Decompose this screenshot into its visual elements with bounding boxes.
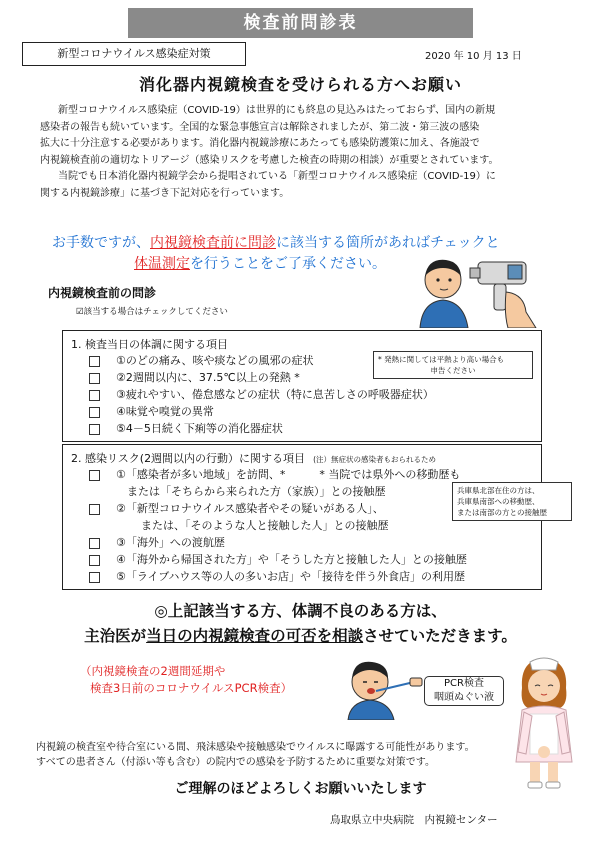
fever-note — [373, 351, 533, 379]
item-label: ④味覚や嗅覚の異常 — [116, 405, 214, 418]
checklist-item — [89, 551, 467, 567]
page-title: 検査前問診表 — [128, 8, 473, 38]
checkbox[interactable] — [89, 407, 100, 418]
check-instruction: ☑該当する場合はチェックしてください — [76, 307, 228, 317]
item-continuation: または「そちらから来られた方（家族）」との接触歴 — [127, 485, 386, 498]
conclusion-part: 主治医が — [84, 627, 147, 645]
checkbox[interactable] — [89, 356, 100, 367]
intro-line: 当院でも日本消化器内視鏡学会から提唱されている「新型コロナウイルス感染症（COVID-19）に — [58, 171, 496, 182]
group-title-text: 2. 感染リスク(2週間以内の行動）に関する項目 — [71, 452, 306, 465]
group-title: 1. 検査当日の体調に関する項目 — [71, 338, 228, 351]
checkbox[interactable] — [89, 555, 100, 566]
note-line: * 発熱に関しては平熱より高い場合も — [378, 355, 505, 364]
checklist-item — [89, 369, 300, 385]
main-heading: 消化器内視鏡検査を受けられる方へお願い — [138, 75, 462, 94]
thanks-message: ご理解のほどよろしくお願いいたします — [174, 781, 427, 797]
pcr-label-line: 咽頭ぬぐい液 — [434, 692, 494, 703]
bottom-line: 内視鏡の検査室や待合室にいる間、飛沫感染や接触感染でウイルスに曝露する可能性があります。 — [36, 742, 475, 753]
checklist-item — [89, 534, 225, 550]
notice-part: を行うことをご了承ください。 — [190, 256, 386, 272]
item-label: ③疲れやすい、倦怠感などの症状（特に息苦しさの呼吸器症状） — [116, 388, 434, 401]
notice-highlight: 内視鏡検査前に問診 — [150, 235, 276, 251]
item-label: ③「海外」への渡航歴 — [116, 536, 225, 549]
bottom-note — [36, 740, 556, 770]
region-note — [452, 482, 572, 521]
checklist-item — [89, 466, 460, 482]
note-line: 兵庫県北部在住の方は、 — [457, 486, 540, 495]
checkbox[interactable] — [89, 538, 100, 549]
conclusion-line-2 — [0, 623, 601, 649]
checklist-item — [89, 568, 465, 584]
conclusion-highlight: 当日の内視鏡検査の可否を相談 — [146, 627, 364, 645]
checkbox[interactable] — [89, 424, 100, 435]
item-continuation: または、「そのような人と接触した人」との接触歴 — [141, 519, 389, 532]
intro-line: 拡大に十分注意する必要があります。消化器内視鏡診療にあたっても感染防護策に加え、各施設で — [40, 138, 480, 149]
note-line: 兵庫県南部への移動歴、 — [457, 497, 540, 506]
notice-part: お手数ですが、 — [52, 235, 150, 251]
checklist-item — [89, 420, 283, 436]
intro-line: 内視鏡検査前の適切なトリアージ（感染リスクを考慮した検査の時期の相談）が重要とされています。 — [40, 154, 499, 166]
conclusion-line-1: ◎上記該当する方、体調不良のある方は、 — [154, 602, 447, 620]
checklist-item — [89, 386, 434, 402]
health-check-group — [62, 330, 542, 442]
bottom-line: すべての患者さん（付添い等も含む）の院内での感染を予防するために重要な対策です。 — [36, 757, 435, 768]
item-label: ②2週間以内に、37.5℃以上の発熱 * — [116, 371, 300, 384]
notice-part: に該当する箇所があればチェックと — [276, 235, 500, 251]
item-label: ①のどの痛み、咳や痰などの風邪の症状 — [116, 354, 314, 367]
pcr-label — [424, 676, 504, 706]
checkbox[interactable] — [89, 504, 100, 515]
item-label: ⑤「ライブハウス等の人の多いお店」や「接待を伴う外食店」の利用歴 — [116, 570, 465, 583]
red-note — [80, 663, 292, 697]
checkbox[interactable] — [89, 470, 100, 481]
section-title: 内視鏡検査前の問診 — [48, 286, 157, 300]
notice-highlight: 体温測定 — [134, 256, 190, 272]
checklist-item — [89, 352, 314, 368]
red-note-line: （内視鏡検査の2週間延期や — [80, 664, 226, 678]
item-note: * 当院では県外への移動歴も — [319, 468, 461, 481]
intro-line: 関する内視鏡診療」に基づき下記対応を行っています。 — [40, 187, 290, 199]
temperature-check-illustration — [408, 248, 558, 328]
subject-label: 新型コロナウイルス感染症対策 — [22, 42, 246, 66]
checkbox[interactable] — [89, 390, 100, 401]
intro-line: 新型コロナウイルス感染症（COVID-19）は世界的にも終息の見込みはたっておらず、国内の新規 — [58, 105, 496, 116]
checklist-item — [89, 403, 214, 419]
red-note-line: 検査3日前のコロナウイルスPCR検査） — [90, 681, 293, 695]
organization-name: 鳥取県立中央病院 内視鏡センター — [330, 814, 498, 826]
item-label: ④「海外から帰国された方」や「そうした方と接触した人」との接触歴 — [116, 553, 467, 566]
group-title-note: (注）無症状の感染者もおられるため — [313, 455, 436, 464]
note-line: 申告ください — [430, 366, 476, 375]
checklist-item — [89, 500, 384, 516]
item-label: ⑤4－5日続く下痢等の消化器症状 — [116, 422, 283, 435]
conclusion-part: させていただきます。 — [363, 627, 517, 645]
intro-paragraph — [40, 103, 564, 202]
document-date: 2020 年 10 月 13 日 — [425, 51, 522, 62]
intro-line: 感染者の報告も続いています。全国的な緊急事態宣言は解除されましたが、第二波・第三波の感染 — [40, 121, 480, 133]
item-label: ①「感染者が多い地域」を訪問、* — [116, 468, 286, 481]
item-label: ②「新型コロナウイルス感染者やその疑いがある人」、 — [116, 502, 384, 515]
checkbox[interactable] — [89, 373, 100, 384]
group-title — [71, 450, 436, 466]
note-line: または南部の方との接触歴 — [457, 508, 547, 517]
pcr-swab-illustration — [336, 652, 426, 720]
pcr-label-line: PCR検査 — [444, 678, 484, 689]
checkbox[interactable] — [89, 572, 100, 583]
